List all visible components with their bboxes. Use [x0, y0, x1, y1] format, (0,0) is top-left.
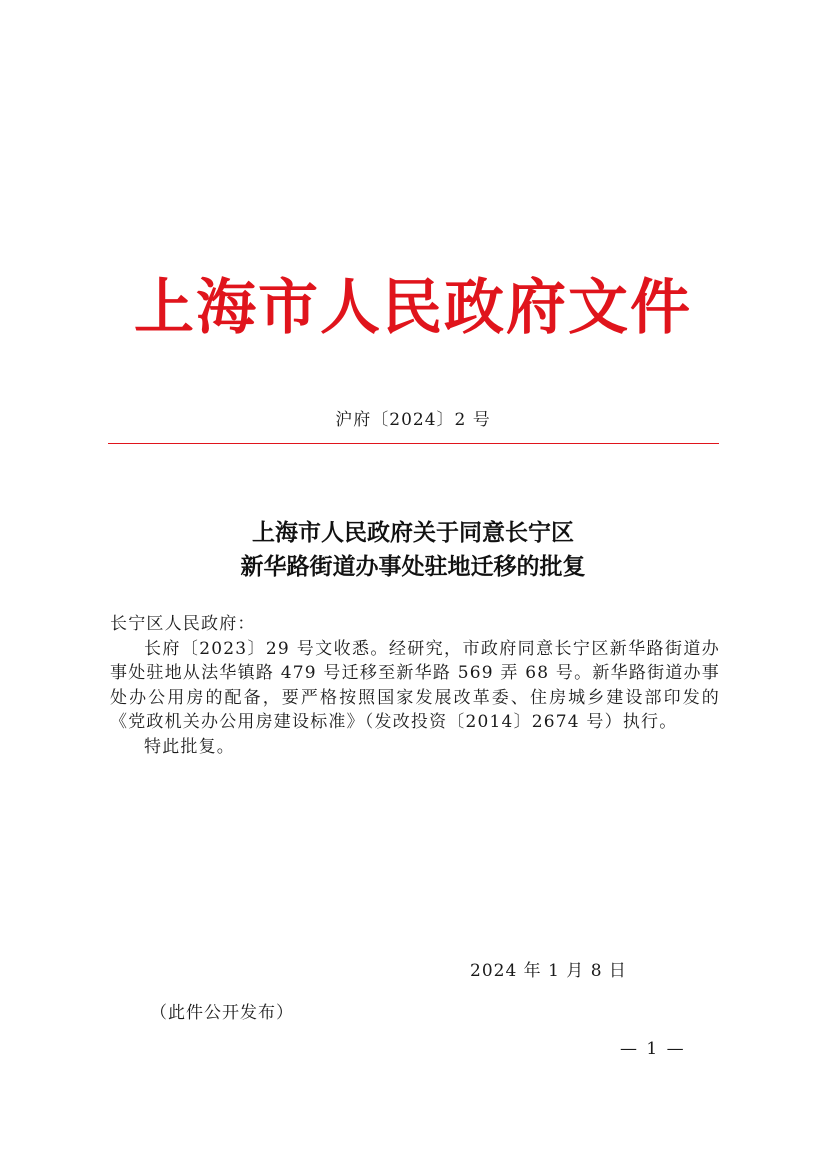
- document-header-title: 上海市人民政府文件: [134, 273, 692, 343]
- page-number: — 1 —: [620, 1039, 686, 1059]
- document-number: 沪府〔2024〕2 号: [335, 410, 491, 430]
- header-divider-line: [108, 443, 719, 444]
- document-body: [110, 612, 720, 759]
- publish-note: （此件公开发布）: [150, 1003, 294, 1023]
- closing-paragraph: 特此批复。: [144, 736, 235, 757]
- subject-line-1: 上海市人民政府关于同意长宁区: [252, 519, 574, 546]
- addressee: 长宁区人民政府：: [110, 614, 256, 634]
- body-paragraph: 长府〔2023〕29 号文收悉。经研究，市政府同意长宁区新华路街道办事处驻地从法华镇路 479 号迁移至新华路 569 弄 68 号。新华路街道办事处办公用房的配备，要严格按照国家发展改革委、住房城乡建设部印发的《党政机关办公用房建设标准》（发改投资〔2014〕2674 号）执行。: [110, 638, 720, 732]
- document-subject: [0, 516, 826, 584]
- issue-date: 2024 年 1 月 8 日: [470, 961, 627, 981]
- subject-line-2: 新华路街道办事处驻地迁移的批复: [240, 553, 586, 580]
